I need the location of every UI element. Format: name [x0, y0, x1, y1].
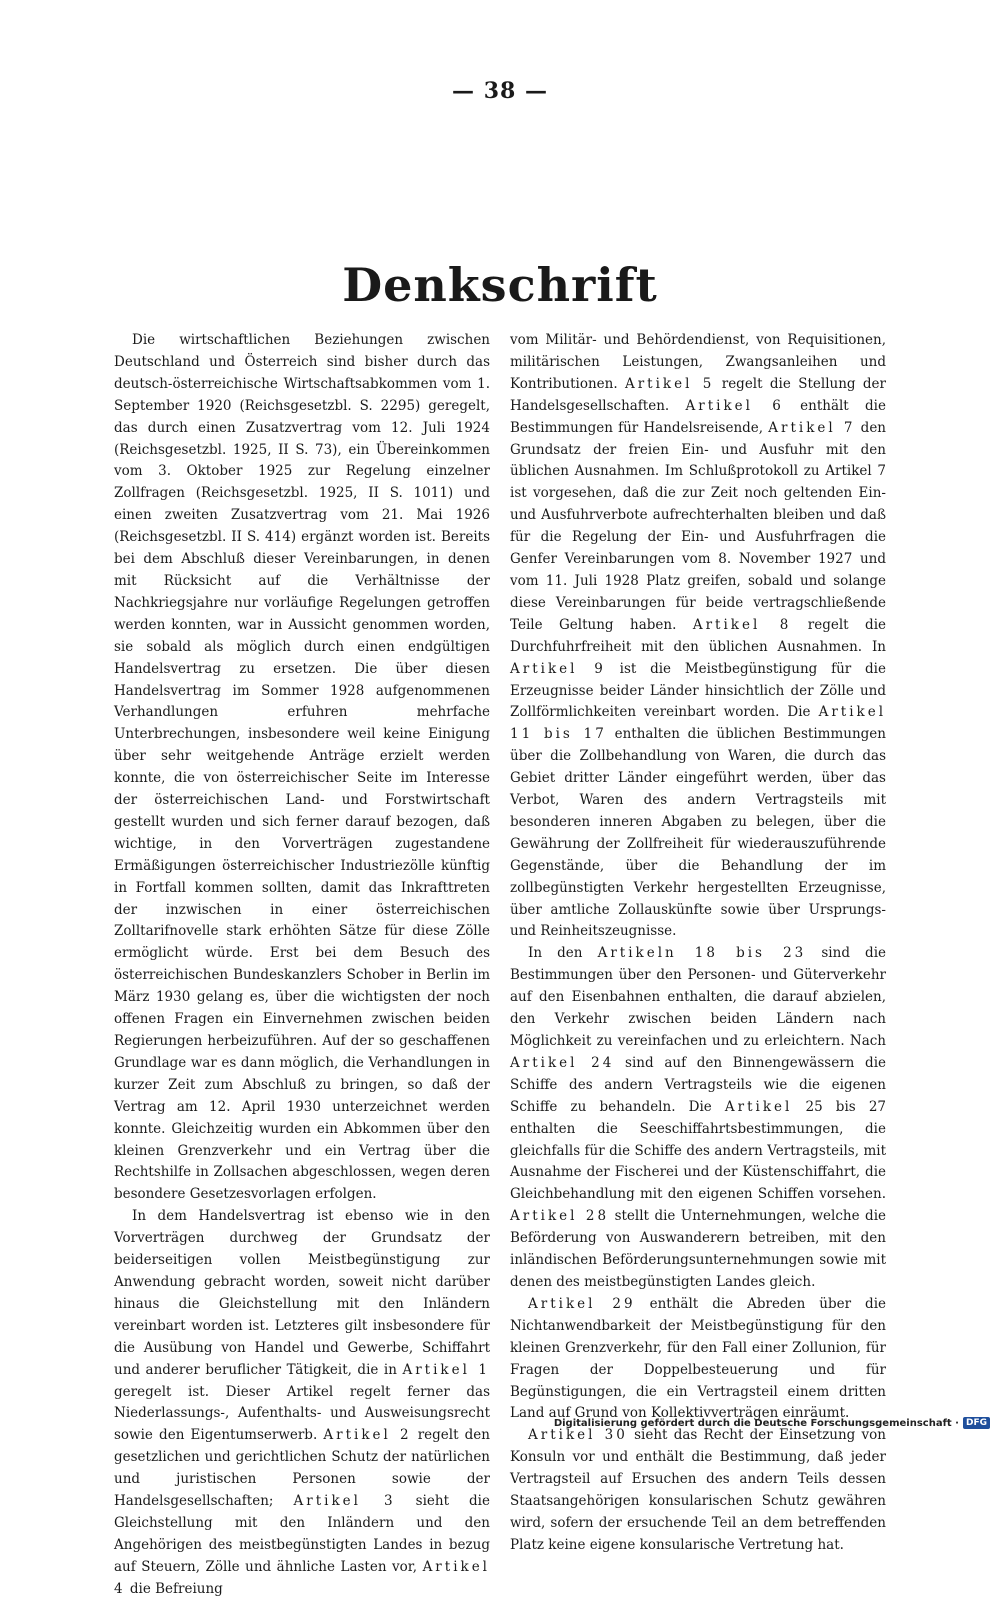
text-span: stellt die Unternehmungen, welche die Beförderung von Auswanderern betreiben, mit den inländischen Beförderungsunternehmungen sowie mit denen des meistbegünstigten Landes gleich.	[510, 1208, 887, 1290]
text-span: 25 bis 27 enthalten die Seeschiffahrtsbestimmungen, die gleichfalls für die Schiffe des andern Vertragsteils, mit Ausnahme der Fischerei und der Küstenschiffahrt, die Gleichbehandlung mit den eigenen Schiffen vorsehen.	[510, 1098, 887, 1203]
left-column	[114, 330, 490, 1601]
text-span: regelt die Stellung der Handelsgesellschaften.	[510, 375, 886, 414]
paragraph-3	[510, 943, 886, 1294]
article-reference: Artikel 4	[114, 1558, 490, 1597]
right-column	[510, 330, 886, 1557]
article-reference: Artikel 30	[528, 1427, 628, 1444]
article-reference: Artikeln 18 bis 23	[597, 945, 807, 962]
article-reference: Artikel 3	[293, 1493, 396, 1510]
article-reference: Artikel 9	[510, 660, 606, 677]
text-span: sieht das Recht der Einsetzung von Konsuln vor und enthält die Bestimmung, daß jeder Vertragsteil auf Ersuchen des andern Teils dessen Staatsangehörigen konsularischen Schutz gewähren wird, sofern der ersuchende Teil an dem betreffenden Platz keine eigene konsularische Vertretung hat.	[510, 1427, 887, 1553]
text-span: sieht die Gleichstellung mit den Inländern und den Angehörigen des meistbegünstigten Landes in bezug auf Steuern, Zölle und ähnliche Lasten vor,	[114, 1493, 490, 1575]
text-span: enthält die Bestimmungen für Handelsreisende,	[510, 397, 886, 436]
text-span: enthält die Abreden über die Nichtanwendbarkeit der Meistbegünstigung für den kleinen Grenzverkehr, für den Fall einer Zollunion, für Fragen der Doppelbesteuerung und für Begünstigungen, die ein Vertragsteil einem dritten Land auf Grund von Kollektivverträgen einräumt.	[510, 1295, 886, 1422]
page-number: — 38 —	[452, 78, 548, 104]
paragraph-5	[510, 1425, 886, 1556]
article-reference: Artikel 6	[685, 397, 784, 414]
paragraph-1: Die wirtschaftlichen Beziehungen zwischen Deutschland und Österreich sind bisher durch das deutsch-österreichische Wirtschaftsabkommen vom 1. September 1920 (Reichsgesetzbl. S. 2295) geregelt, das durch einen Zusatzvertrag vom 12. Juli 1924 (Reichsgesetzbl. 1925, II S. 73), ein Übereinkommen vom 3. Oktober 1925 zur Regelung einzelner Zollfragen (Reichsgesetzbl. 1925, II S. 1011) und einen zweiten Zusatzvertrag vom 21. Mai 1926 (Reichsgesetzbl. II S. 414) ergänzt worden ist. Bereits bei dem Abschluß dieser Vereinbarungen, in denen mit Rücksicht auf die Verhältnisse der Nachkriegsjahre nur vorläufige Regelungen getroffen werden konnten, war in Aussicht genommen worden, sie sobald als möglich durch einen endgültigen Handelsvertrag zu ersetzen. Die über diesen Handelsvertrag im Sommer 1928 aufgenommenen Verhandlungen erfuhren mehrfache Unterbrechungen, insbesondere weil keine Einigung über sehr weitgehende Anträge erzielt werden konnte, die von österreichischer Seite im Interesse der österreichischen Land- und Forstwirtschaft gestellt wurden und sich ferner darauf bezogen, daß wichtige, in den Vorverträgen zugestandene Ermäßigungen österreichischer Industriezölle künftig in Fortfall kommen sollten, damit das Inkrafttreten der inzwischen in einer österreichischen Zolltarifnovelle stark erhöhten Sätze für diese Zölle ermöglicht würde. Erst bei dem Besuch des österreichischen Bundeskanzlers Schober in Berlin im März 1930 gelang es, über die wichtigsten der noch offenen Fragen ein Einvernehmen zwischen beiden Regierungen herbeizuführen. Auf der so geschaffenen Grundlage war es dann möglich, die Verhandlungen in kurzer Zeit zum Abschluß zu bringen, so daß der Vertrag am 12. April 1930 unterzeichnet werden konnte. Gleichzeitig wurden ein Abkommen über den kleinen Grenzverkehr und ein Vertrag über die Rechtshilfe in Zollsachen abgeschlossen, wegen deren besondere Gesetzesvorlagen erfolgen.	[114, 332, 490, 1203]
text-span: regelt den gesetzlichen und gerichtlichen Schutz der natürlichen und juristischen Personen sowie der Handelsgesellschaften;	[114, 1427, 490, 1510]
article-reference: Artikel 8	[692, 616, 792, 633]
article-reference: Artikel 2	[323, 1427, 412, 1444]
digitization-footer	[554, 1417, 990, 1429]
article-reference: Artikel	[724, 1098, 793, 1115]
article-reference: Artikel 11 bis 17	[510, 704, 887, 743]
text-span: den Grundsatz der freien Ein- und Ausfuhr mit den üblichen Ausnahmen. Im Schlußprotokoll zu Artikel 7 ist vorgesehen, daß die zur Zeit noch geltenden Ein- und Ausfuhrverbote aufrechterhalten bleiben und daß für die Regelung der Ein- und Ausfuhrfragen die Genfer Vereinbarungen vom 8. November 1927 und vom 11. Juli 1928 Platz greifen, sobald und solange diese Vereinbarungen für beide vertragschließende Teile Geltung haben.	[510, 419, 886, 633]
text-span: In dem Handelsvertrag ist ebenso wie in den Vorverträgen durchweg der Grundsatz der beiderseitigen vollen Meistbegünstigung zur Anwendung gebracht worden, soweit nicht darüber hinaus die Gleichstellung mit den Inländern vereinbart worden ist. Letzteres gilt insbesondere für die Ausübung von Handel und Gewerbe, Schiffahrt und anderer beruflicher Tätigkeit, die in	[114, 1208, 490, 1378]
article-reference: Artikel 7	[768, 419, 856, 436]
text-span: ist die Meistbegünstigung für die Erzeugnisse beider Länder hinsichtlich der Zölle und Zollförmlichkeiten vereinbart worden. Die	[510, 660, 886, 721]
article-reference: Artikel 1	[402, 1361, 490, 1378]
text-span: In den	[528, 945, 583, 962]
text-span: sind die Bestimmungen über den Personen- und Güterverkehr auf den Eisenbahnen enthalten, die darauf abzielen, den Verkehr zwischen beiden Ländern nach Möglichkeit zu vereinfachen und zu erleichtern. Nach	[510, 945, 887, 1049]
paragraph-continuation	[510, 330, 886, 943]
text-span: sind auf den Binnengewässern die Schiffe des andern Vertragsteils wie die eigenen Schiffe zu behandeln. Die	[510, 1054, 887, 1115]
text-span: vom Militär- und Behördendienst, von Requisitionen, militärischen Leistungen, Zwangsanleihen und Kontributionen.	[510, 332, 886, 392]
dfg-logo: DFG	[963, 1417, 990, 1429]
footer-text: Digitalisierung gefördert durch die Deutsche Forschungsgemeinschaft ·	[553, 1417, 959, 1429]
text-span: enthalten die üblichen Bestimmungen über die Zollbehandlung von Waren, die durch das Gebiet dritter Länder eingeführt werden, über das Verbot, Waren des andern Vertragsteils mit besonderen inneren Abgaben zu belegen, über die Gewährung der Zollfreiheit für wiederauszuführende Gegenstände, über die Behandlung der im zollbegünstigten Verkehr hergestellten Erzeugnisse, über amtliche Zollauskünfte sowie über Ursprungs- und Reinheitszeugnisse.	[510, 726, 886, 940]
article-reference: Artikel 24	[510, 1054, 615, 1071]
article-reference: Artikel 29	[528, 1295, 636, 1312]
text-span: die Befreiung	[129, 1580, 223, 1597]
article-reference: Artikel 5	[624, 375, 715, 392]
text-span: geregelt ist. Dieser Artikel regelt ferner das Niederlassungs-, Aufenthalts- und Ausweisungsrecht sowie den Eigentumserwerb.	[114, 1383, 490, 1444]
article-reference: Artikel 28	[510, 1208, 610, 1225]
text-span: regelt die Durchfuhrfreiheit mit den üblichen Ausnahmen. In	[510, 616, 886, 655]
paragraph-4	[510, 1294, 886, 1425]
document-title: Denkschrift	[342, 258, 658, 312]
paragraph-2	[114, 1206, 490, 1600]
